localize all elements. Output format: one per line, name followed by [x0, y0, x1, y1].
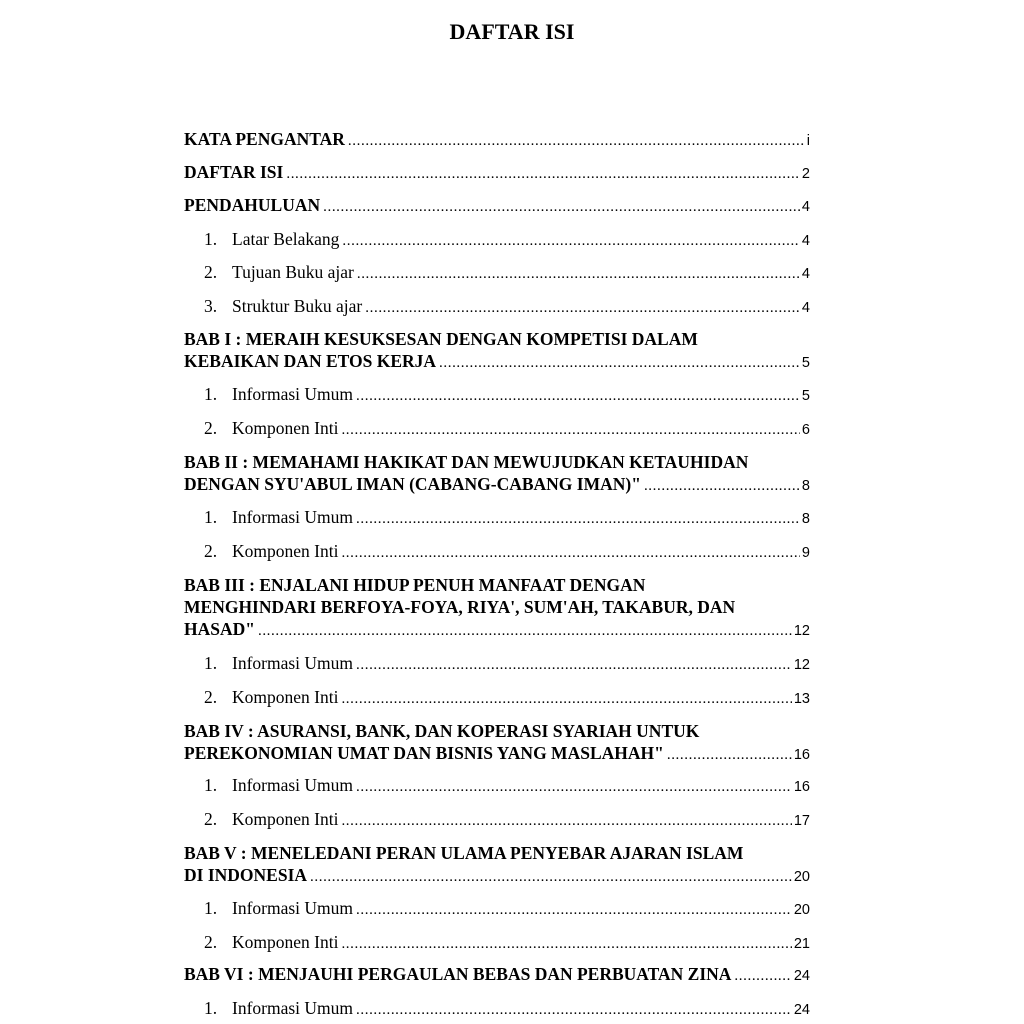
dot-leader — [286, 163, 800, 185]
toc-sub-entry[interactable] — [184, 295, 810, 319]
toc-item-number: 2. — [204, 687, 218, 707]
toc-page-number: 12 — [793, 657, 810, 673]
dot-leader — [341, 419, 799, 441]
toc-item-number: 1. — [204, 998, 218, 1018]
toc-entry-title: Komponen Inti — [232, 418, 339, 438]
toc-sub-entry[interactable] — [184, 897, 810, 921]
dot-leader — [667, 744, 792, 766]
toc-page-number: 4 — [801, 199, 810, 215]
toc-entry-title-line: BAB IV : ASURANSI, BANK, DAN KOPERASI SYARIAH UNTUK — [184, 721, 700, 741]
dot-leader — [356, 999, 792, 1021]
dot-leader — [323, 196, 800, 218]
toc-entry[interactable] — [184, 574, 810, 642]
toc-page-number: 5 — [801, 355, 810, 371]
toc-page-number: 12 — [793, 623, 810, 639]
toc-entry-title: Informasi Umum — [232, 507, 354, 527]
dot-leader — [356, 899, 792, 921]
toc-item-number: 2. — [204, 418, 218, 438]
toc-page-number: 16 — [793, 779, 810, 795]
dot-leader — [439, 352, 800, 374]
toc-entry-title: Komponen Inti — [232, 809, 339, 829]
toc-entry[interactable] — [184, 328, 810, 374]
toc-item-number: 2. — [204, 809, 218, 829]
toc-entry-title: DI INDONESIA — [184, 865, 308, 885]
toc-page-number: 4 — [801, 266, 810, 282]
toc-entry-title: Komponen Inti — [232, 541, 339, 561]
page-title: DAFTAR ISI — [449, 19, 575, 44]
toc-page-number: 13 — [793, 691, 810, 707]
toc-entry[interactable] — [184, 161, 810, 185]
toc-page-number: 21 — [793, 936, 810, 952]
toc-item-number: 1. — [204, 775, 218, 795]
toc-entry[interactable] — [184, 963, 810, 987]
toc-entry-title: Tujuan Buku ajar — [232, 262, 354, 282]
toc-entry[interactable] — [184, 128, 810, 152]
toc-sub-entry[interactable] — [184, 652, 810, 676]
dot-leader — [341, 542, 799, 564]
dot-leader — [644, 475, 800, 497]
toc-page-number: 24 — [793, 968, 810, 984]
toc-sub-entry[interactable] — [184, 774, 810, 798]
toc-sub-entry[interactable] — [184, 540, 810, 564]
toc-sub-entry[interactable] — [184, 997, 810, 1021]
toc-entry-title: Informasi Umum — [232, 898, 354, 918]
toc-entry-title: Latar Belakang — [232, 229, 340, 249]
toc-item-number: 1. — [204, 653, 218, 673]
dot-leader — [341, 810, 791, 832]
toc-entry-title: Komponen Inti — [232, 687, 339, 707]
toc-entry-title: DAFTAR ISI — [184, 162, 284, 182]
toc-item-number: 2. — [204, 262, 218, 282]
toc-page-number: 20 — [793, 869, 810, 885]
toc-page-number: 17 — [793, 813, 810, 829]
toc-entry[interactable] — [184, 194, 810, 218]
toc-entry-title: Struktur Buku ajar — [232, 296, 363, 316]
toc-sub-entry[interactable] — [184, 686, 810, 710]
toc-page-number: 5 — [801, 388, 810, 404]
dot-leader — [341, 933, 791, 955]
toc-entry-title: Informasi Umum — [232, 384, 354, 404]
toc-entry-title-line: MENGHINDARI BERFOYA-FOYA, RIYA', SUM'AH, TAKABUR, DAN — [184, 597, 736, 617]
toc-page-number: 20 — [793, 902, 810, 918]
toc-entry-title-line: BAB I : MERAIH KESUKSESAN DENGAN KOMPETISI DALAM — [184, 329, 698, 349]
toc-entry[interactable] — [184, 451, 810, 497]
toc-page-number: 9 — [801, 545, 810, 561]
dot-leader — [348, 130, 805, 152]
toc-entry-title: HASAD" — [184, 619, 255, 639]
dot-leader — [356, 776, 792, 798]
toc-page-number: 8 — [801, 478, 810, 494]
toc-item-number: 3. — [204, 296, 218, 316]
toc-sub-entry[interactable] — [184, 383, 810, 407]
toc-entry-title: KATA PENGANTAR — [184, 129, 345, 149]
toc-sub-entry[interactable] — [184, 261, 810, 285]
toc-entry[interactable] — [184, 842, 810, 888]
toc-entry-title: Informasi Umum — [232, 998, 354, 1018]
toc-entry-title: KEBAIKAN DAN ETOS KERJA — [184, 351, 437, 371]
toc-sub-entry[interactable] — [184, 417, 810, 441]
toc-item-number: 2. — [204, 541, 218, 561]
toc-entry-title: Informasi Umum — [232, 653, 354, 673]
dot-leader — [734, 965, 791, 987]
toc-item-number: 1. — [204, 898, 218, 918]
toc-sub-entry[interactable] — [184, 228, 810, 252]
dot-leader — [356, 385, 800, 407]
dot-leader — [258, 620, 792, 642]
toc-page-number: i — [806, 133, 810, 149]
toc-page-number: 4 — [801, 233, 810, 249]
toc-sub-entry[interactable] — [184, 808, 810, 832]
toc-entry-title-line: BAB V : MENELEDANI PERAN ULAMA PENYEBAR AJARAN ISLAM — [184, 843, 744, 863]
dot-leader — [365, 297, 800, 319]
toc-page-number: 8 — [801, 511, 810, 527]
toc-sub-entry[interactable] — [184, 506, 810, 530]
toc-item-number: 2. — [204, 932, 218, 952]
toc-sub-entry[interactable] — [184, 931, 810, 955]
toc-page-number: 24 — [793, 1002, 810, 1018]
toc-entry[interactable] — [184, 720, 810, 766]
dot-leader — [356, 508, 800, 530]
toc-item-number: 1. — [204, 229, 218, 249]
toc-page-number: 16 — [793, 747, 810, 763]
toc-entry-title: Komponen Inti — [232, 932, 339, 952]
toc-entry-title: PENDAHULUAN — [184, 195, 321, 215]
toc-entry-title-line: BAB III : ENJALANI HIDUP PENUH MANFAAT DENGAN — [184, 575, 646, 595]
dot-leader — [342, 230, 800, 252]
dot-leader — [356, 654, 792, 676]
dot-leader — [310, 866, 792, 888]
toc-item-number: 1. — [204, 384, 218, 404]
toc-entry-title: Informasi Umum — [232, 775, 354, 795]
toc-entry-title: BAB VI : MENJAUHI PERGAULAN BEBAS DAN PERBUATAN ZINA — [184, 964, 732, 984]
toc-entry-title-line: BAB II : MEMAHAMI HAKIKAT DAN MEWUJUDKAN KETAUHIDAN — [184, 452, 749, 472]
toc-item-number: 1. — [204, 507, 218, 527]
toc-page-number: 6 — [801, 422, 810, 438]
toc-page-number: 2 — [801, 166, 810, 182]
dot-leader — [341, 688, 791, 710]
toc-entry-title: DENGAN SYU'ABUL IMAN (CABANG-CABANG IMAN)" — [184, 474, 641, 494]
dot-leader — [357, 263, 800, 285]
toc-page-number: 4 — [801, 300, 810, 316]
toc-entry-title: PEREKONOMIAN UMAT DAN BISNIS YANG MASLAHAH" — [184, 743, 664, 763]
